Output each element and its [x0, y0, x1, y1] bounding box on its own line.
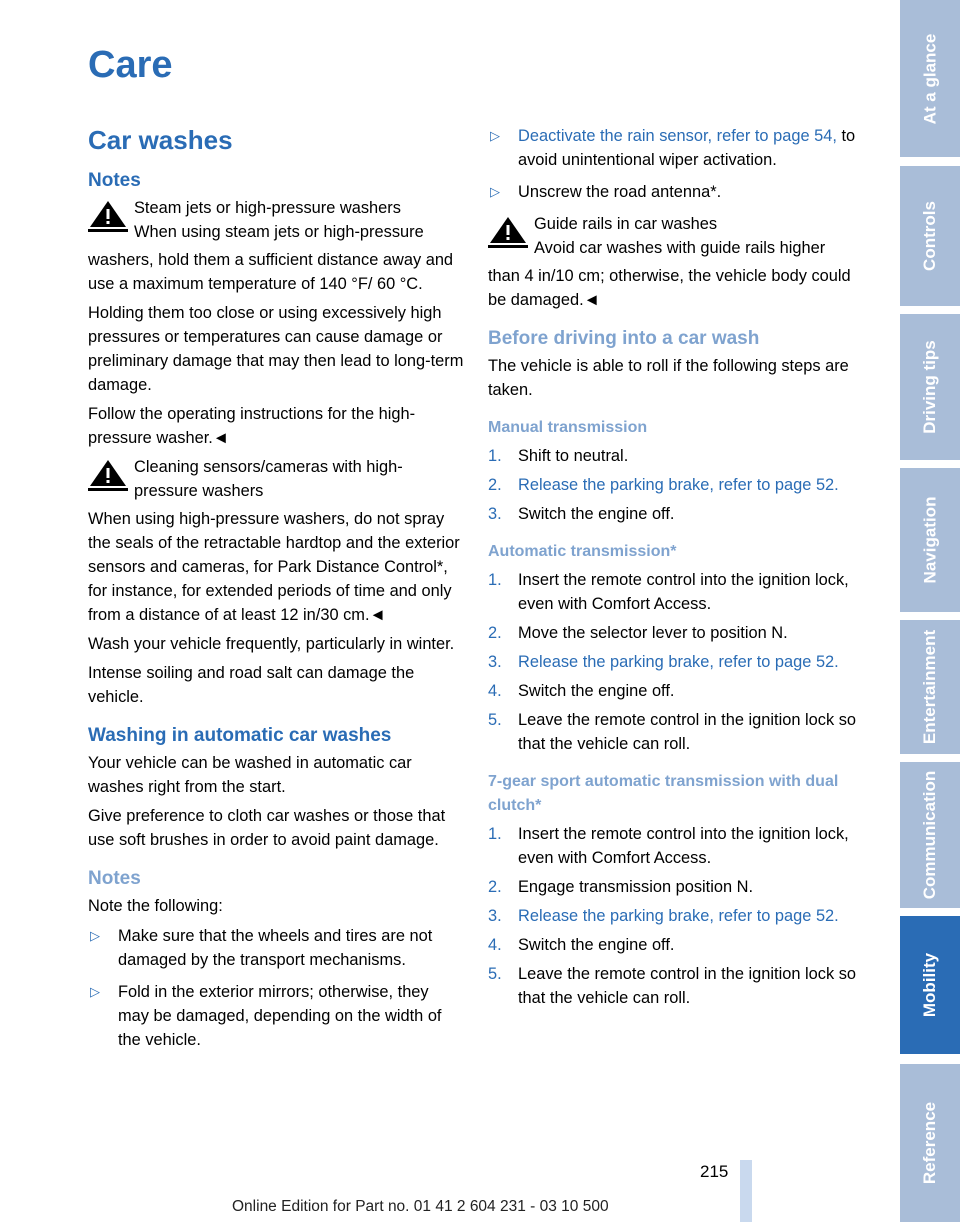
warning-subtitle: Avoid car washes with guide rails higher [534, 239, 826, 257]
triangle-bullet-icon: ▷ [90, 928, 100, 943]
step-item [488, 822, 864, 870]
step-item [488, 473, 864, 497]
warning-icon [88, 458, 128, 492]
page-number: 215 [700, 1162, 729, 1181]
step-item [488, 962, 864, 1010]
warning-subtitle: pressure washers [134, 482, 264, 500]
sport-transmission-heading: 7-gear sport automatic transmission with dual clutch* [488, 773, 839, 814]
step-item [488, 904, 864, 928]
warning-icon [88, 199, 128, 233]
warning-subtitle: When using steam jets or high-pressure [134, 223, 424, 241]
manual-transmission-heading: Manual transmission [488, 419, 648, 436]
step-item [488, 933, 864, 957]
step-text: Shift to neutral. [518, 447, 629, 465]
sidebar-tab-label: Controls [920, 201, 940, 271]
footer-text: Online Edition for Part no. 01 41 2 604 231 - 03 10 500 [232, 1198, 609, 1215]
bullet-list [88, 924, 464, 1052]
sidebar-tab-label: Reference [920, 1101, 939, 1185]
page-link[interactable]: Release the parking brake, refer to page 52. [518, 476, 839, 494]
before-car-wash-heading: Before driving into a car wash [488, 328, 760, 349]
paragraph: Wash your vehicle frequently, particularly in winter. [88, 635, 455, 653]
triangle-bullet-icon: ▷ [490, 184, 500, 199]
sidebar-tab-entertainment[interactable] [900, 620, 960, 754]
step-text: Insert the remote control into the ignition lock, even with Comfort Access. [518, 825, 849, 867]
automatic-car-wash-heading: Washing in automatic car washes [88, 725, 392, 746]
sidebar-tab-label: At a glance [920, 33, 940, 124]
chapter-sidebar [900, 0, 960, 1222]
sidebar-tab-at-a-glance[interactable] [900, 0, 960, 157]
section-title: Car washes [88, 125, 233, 155]
sidebar-tab-navigation[interactable] [900, 468, 960, 612]
step-item [488, 679, 864, 703]
warning-icon [488, 215, 528, 249]
sidebar-tab-mobility[interactable] [900, 916, 960, 1054]
step-number: 5. [488, 711, 502, 729]
step-number: 4. [488, 682, 502, 700]
paragraph: The vehicle is able to roll if the following steps are taken. [488, 357, 849, 399]
step-item [488, 621, 864, 645]
list-item: ▷ Make sure that the wheels and tires are not damaged by the transport mechanisms. [88, 924, 464, 972]
page-bar [740, 1160, 752, 1222]
page-link[interactable]: Deactivate the rain sensor, refer to page 54, [518, 127, 837, 145]
step-item [488, 650, 864, 674]
sidebar-tab-reference[interactable] [900, 1064, 960, 1222]
list-item: ▷ Unscrew the road antenna*. [488, 180, 864, 204]
paragraph: Follow the operating instructions for the high-pressure washer.◄ [88, 405, 416, 447]
sidebar-tab-controls[interactable] [900, 166, 960, 306]
sidebar-tab-driving-tips[interactable] [900, 314, 960, 460]
paragraph: Your vehicle can be washed in automatic car washes right from the start. [88, 754, 412, 796]
automatic-steps-list [488, 568, 864, 756]
paragraph: When using high-pressure washers, do not spray the seals of the retractable hardtop and the exterior sensors and cameras, for Park Distance Control*, for instance, for extended periods of time and only from a distance of at least 12 in/30 cm.◄ [88, 510, 460, 624]
sidebar-tab-label: Communication [920, 770, 940, 900]
right-column [488, 124, 864, 1015]
paragraph: Holding them too close or using excessively high pressures or temperatures can cause damage or preliminary damage that may then lead to long-term damage. [88, 304, 464, 394]
step-text: Switch the engine off. [518, 682, 675, 700]
paragraph: Note the following: [88, 897, 223, 915]
sport-steps-list [488, 822, 864, 1010]
warning-title: Cleaning sensors/cameras with high- [134, 458, 403, 476]
sidebar-tab-label: Navigation [920, 496, 939, 584]
automatic-transmission-heading: Automatic transmission* [488, 543, 677, 560]
step-number: 2. [488, 878, 502, 896]
step-text: Insert the remote control into the ignition lock, even with Comfort Access. [518, 571, 849, 613]
step-number: 3. [488, 505, 502, 523]
step-text: Switch the engine off. [518, 505, 675, 523]
warning-body: than 4 in/10 cm; otherwise, the vehicle body could be damaged.◄ [488, 267, 851, 309]
step-text: Engage transmission position N. [518, 878, 754, 896]
paragraph: Give preference to cloth car washes or those that use soft brushes in order to avoid paint damage. [88, 807, 446, 849]
step-number: 3. [488, 907, 502, 925]
step-item [488, 568, 864, 616]
sidebar-tab-communication[interactable] [900, 762, 960, 908]
warning-sensors [88, 455, 464, 503]
notes-heading: Notes [88, 170, 141, 191]
sidebar-tab-label: Entertainment [920, 629, 940, 745]
step-text: Move the selector lever to position N. [518, 624, 788, 642]
warning-guide-rails [488, 212, 864, 260]
step-text: Switch the engine off. [518, 936, 675, 954]
step-number: 1. [488, 825, 502, 843]
warning-title: Steam jets or high-pressure washers [134, 199, 401, 217]
step-number: 1. [488, 447, 502, 465]
step-number: 4. [488, 936, 502, 954]
triangle-bullet-icon: ▷ [490, 128, 500, 143]
step-text: Leave the remote control in the ignition lock so that the vehicle can roll. [518, 711, 857, 753]
step-item [488, 502, 864, 526]
page-link[interactable]: Release the parking brake, refer to page 52. [518, 653, 839, 671]
step-number: 2. [488, 624, 502, 642]
step-item [488, 444, 864, 468]
warning-steam-jets [88, 196, 464, 244]
step-item [488, 708, 864, 756]
triangle-bullet-icon: ▷ [90, 984, 100, 999]
notes-heading-2: Notes [88, 868, 141, 889]
sidebar-tab-label: Mobility [920, 952, 939, 1018]
step-number: 2. [488, 476, 502, 494]
paragraph: Intense soiling and road salt can damage the vehicle. [88, 664, 415, 706]
page-title: Care [88, 44, 173, 86]
step-number: 1. [488, 571, 502, 589]
step-text: Leave the remote control in the ignition lock so that the vehicle can roll. [518, 965, 857, 1007]
step-item [488, 875, 864, 899]
manual-steps-list [488, 444, 864, 526]
list-item: ▷ Deactivate the rain sensor, refer to page 54, to avoid unintentional wiper activation. [488, 124, 864, 172]
left-column [88, 124, 464, 1060]
warning-body: washers, hold them a sufficient distance away and use a maximum temperature of 140 °F/ 60 °C. [88, 251, 454, 293]
page-link[interactable]: Release the parking brake, refer to page 52. [518, 907, 839, 925]
warning-title: Guide rails in car washes [534, 215, 718, 233]
sidebar-tab-label: Driving tips [920, 340, 940, 434]
step-number: 3. [488, 653, 502, 671]
list-item: ▷ Fold in the exterior mirrors; otherwise, they may be damaged, depending on the width of the vehicle. [88, 980, 464, 1052]
bullet-list [488, 124, 864, 204]
step-number: 5. [488, 965, 502, 983]
